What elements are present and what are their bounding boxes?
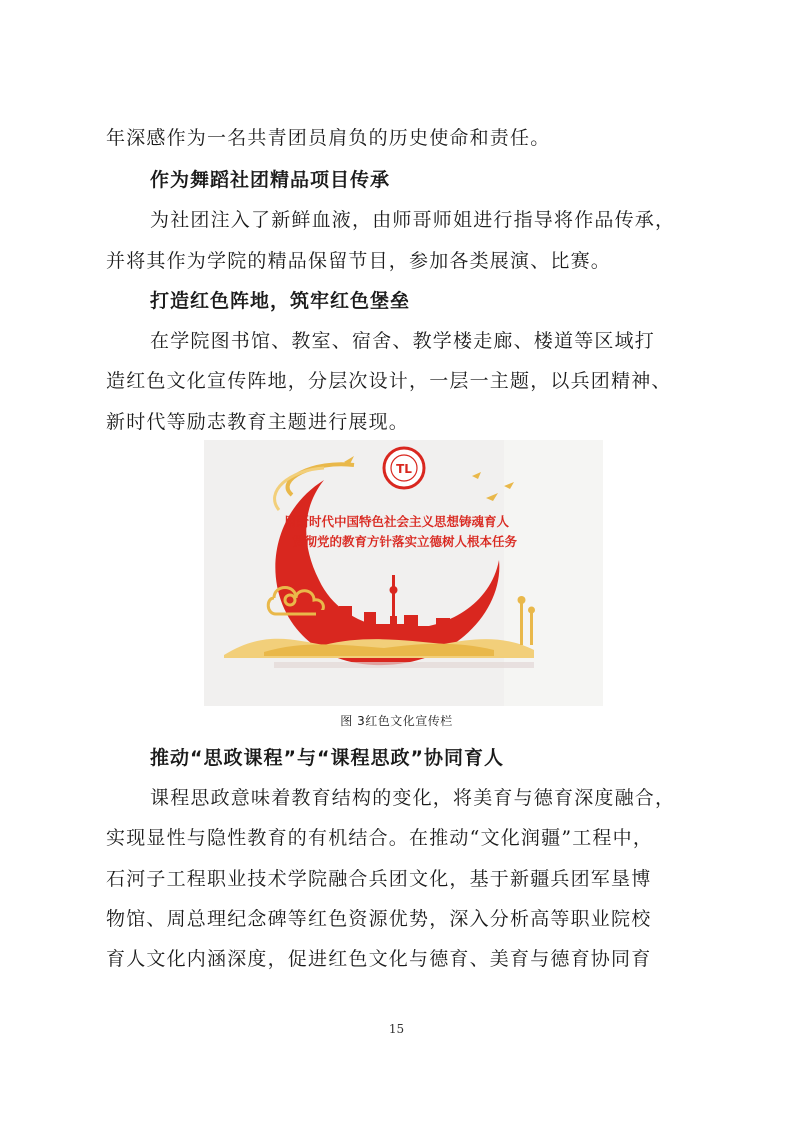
section-heading: 作为舞蹈社团精品项目传承 <box>150 169 391 191</box>
paragraph-line: 实现显性与隐性教育的有机结合。在推动“文化润疆”工程中， <box>106 827 654 849</box>
school-logo-icon <box>384 448 424 488</box>
paragraph-line: 课程思政意味着教育结构的变化，将美育与德育深度融合， <box>150 787 676 809</box>
section-heading: 推动“思政课程”与“课程思政”协同育人 <box>150 747 504 769</box>
paragraph-line: 育人文化内涵深度，促进红色文化与德育、美育与德育协同育 <box>106 948 652 970</box>
svg-text:TL: TL <box>396 462 412 476</box>
paragraph-line: 新时代等励志教育主题进行展现。 <box>106 411 410 433</box>
wall-slogan-line-2: 贯彻党的教育方针落实立德树人根本任务 <box>292 534 518 549</box>
paragraph-line: 石河子工程职业技术学院融合兵团文化，基于新疆兵团军垦博 <box>106 868 652 890</box>
section-heading: 打造红色阵地，筑牢红色堡垒 <box>150 290 411 312</box>
red-culture-wall-illustration <box>204 440 603 706</box>
paragraph-line: 为社团注入了新鲜血液，由师哥师姐进行指导将作品传承， <box>150 209 676 231</box>
paragraph-line: 在学院图书馆、教室、宿舍、教学楼走廊、楼道等区域打 <box>150 330 656 352</box>
paragraph-line: 年深感作为一名共青团员肩负的历史使命和责任。 <box>106 127 551 149</box>
figure-photo <box>204 440 603 706</box>
paragraph-line: 造红色文化宣传阵地，分层次设计，一层一主题，以兵团精神、 <box>106 370 672 392</box>
page-number: 15 <box>388 1022 405 1036</box>
figure-caption: 图 3红色文化宣传栏 <box>340 714 453 728</box>
paragraph-line: 物馆、周总理纪念碑等红色资源优势，深入分析高等职业院校 <box>106 908 652 930</box>
paragraph-line: 并将其作为学院的精品保留节目，参加各类展演、比赛。 <box>106 250 612 272</box>
wall-slogan-line-1: 用新时代中国特色社会主义思想铸魂育人 <box>284 514 510 529</box>
